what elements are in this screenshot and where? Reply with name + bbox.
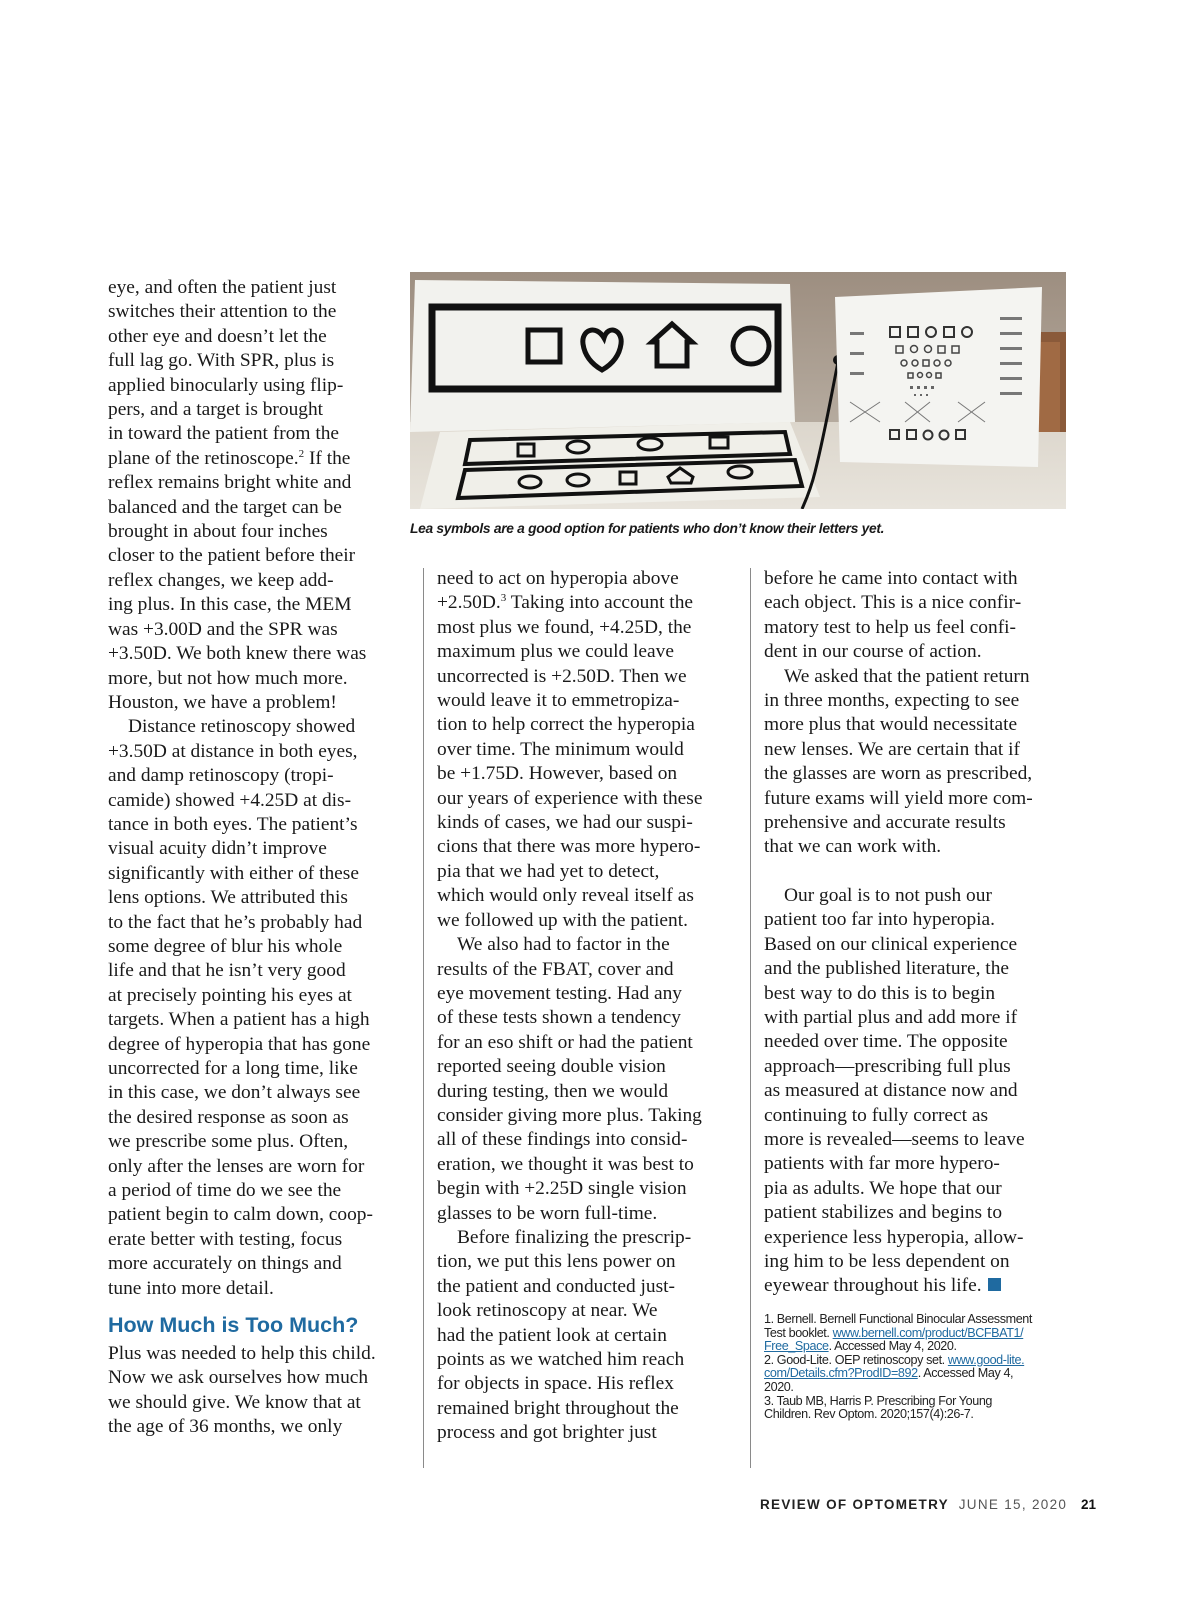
text-line: before he came into contact with — [764, 568, 1018, 589]
text-line: with partial plus and add more if — [764, 1006, 1018, 1028]
text-line: tance in both eyes. The patient’s — [108, 813, 358, 835]
reference-link[interactable]: com/Details.cfm?ProdID=892 — [764, 1366, 918, 1381]
text-line: we followed up with the patient. — [437, 909, 688, 931]
text-line: was +3.00D and the SPR was — [108, 618, 338, 640]
reference-2-cont: 2020. — [764, 1379, 794, 1394]
text-line: Plus was needed to help this child. — [108, 1343, 376, 1364]
reference-3: 3. Taub MB, Harris P. Prescribing For Young — [764, 1393, 993, 1408]
text-line: erate better with testing, focus — [108, 1228, 343, 1250]
text-line: balanced and the target can be — [108, 496, 342, 518]
text-line: in three months, expecting to see — [764, 690, 1020, 712]
text-line: consider giving more plus. Taking — [437, 1104, 702, 1126]
text-line: tion, we put this lens power on — [437, 1251, 676, 1273]
text-line: all of these findings into consid- — [437, 1129, 688, 1151]
text-line: our years of experience with these — [437, 787, 703, 809]
text-line: ing him to be less dependent on — [764, 1250, 1010, 1272]
text-line: remained bright throughout the — [437, 1397, 679, 1419]
section-subheading: How Much is Too Much? — [108, 1313, 359, 1337]
text-segment: . Accessed May 4, 2020. — [828, 1339, 957, 1354]
text-line: reflex changes, we keep add- — [108, 569, 334, 591]
text-line-with-ref — [437, 591, 737, 615]
text-line: patients with far more hypero- — [764, 1153, 1000, 1175]
text-line: pia as adults. We hope that our — [764, 1177, 1002, 1199]
reference-marker: 3 — [500, 592, 507, 605]
text-segment: plane of the retinoscope. — [108, 447, 299, 469]
text-line: visual acuity didn’t improve — [108, 838, 327, 860]
text-line: life and that he isn’t very good — [108, 960, 346, 982]
text-line: other eye and doesn’t let the — [108, 325, 327, 347]
text-line: reported seeing double vision — [437, 1056, 666, 1078]
text-line: cions that there was more hypero- — [437, 836, 701, 858]
text-segment: 2. Good-Lite. OEP retinoscopy set. — [764, 1352, 948, 1367]
text-line: need to act on hyperopia above — [437, 568, 679, 589]
text-segment: +2.50D. — [437, 592, 501, 614]
text-line: for an eso shift or had the patient — [437, 1031, 693, 1053]
text-line: some degree of blur his whole — [108, 935, 343, 957]
text-line: look retinoscopy at near. We — [437, 1300, 658, 1322]
text-line: uncorrected is +2.50D. Then we — [437, 665, 687, 687]
text-line: over time. The minimum would — [437, 738, 684, 760]
text-line: maximum plus we could leave — [437, 641, 674, 663]
text-line: eye movement testing. Had any — [437, 982, 683, 1004]
column-divider — [423, 568, 424, 1468]
text-line: more plus that would necessitate — [764, 714, 1018, 736]
end-of-article-mark — [988, 1278, 1001, 1291]
text-segment: eyewear throughout his life. — [764, 1275, 982, 1297]
text-line: closer to the patient before their — [108, 545, 356, 567]
text-line: had the patient look at certain — [437, 1324, 667, 1346]
text-line: begin with +2.25D single vision — [437, 1178, 687, 1200]
text-line: switches their attention to the — [108, 301, 337, 323]
column-1-text — [108, 276, 408, 1301]
text-line: in toward the patient from the — [108, 423, 340, 445]
text-line: Based on our clinical experience — [764, 933, 1018, 955]
text-line: tune into more detail. — [108, 1277, 274, 1299]
text-line: We asked that the patient return — [784, 665, 1030, 687]
text-line: the age of 36 months, we only — [108, 1416, 343, 1438]
text-line: a period of time do we see the — [108, 1180, 342, 1202]
text-line: and the published literature, the — [764, 958, 1009, 980]
text-line: new lenses. We are certain that if — [764, 738, 1020, 760]
column-2-text — [437, 567, 737, 1446]
reference-1: 1. Bernell. Bernell Functional Binocular Assessment — [764, 1312, 1033, 1326]
text-line: eye, and often the patient just — [108, 277, 337, 298]
text-line: only after the lenses are worn for — [108, 1155, 365, 1177]
text-line: results of the FBAT, cover and — [437, 958, 674, 980]
text-segment: Test booklet. — [764, 1325, 833, 1340]
text-line: approach—prescribing full plus — [764, 1055, 1011, 1077]
text-line: patient begin to calm down, coop- — [108, 1204, 373, 1226]
text-line: camide) showed +4.25D at dis- — [108, 789, 352, 811]
issue-date: JUNE 15, 2020 — [958, 1497, 1068, 1512]
text-line: process and got brighter just — [437, 1422, 657, 1444]
text-line: which would only reveal itself as — [437, 885, 694, 907]
text-line: patient too far into hyperopia. — [764, 909, 996, 931]
references — [764, 1313, 1064, 1422]
text-line: more, but not how much more. — [108, 667, 348, 689]
text-line: tion to help correct the hyperopia — [437, 714, 695, 736]
text-line: Now we ask ourselves how much — [108, 1367, 369, 1389]
text-line: full lag go. With SPR, plus is — [108, 350, 335, 372]
text-line: glasses to be worn full-time. — [437, 1202, 658, 1224]
figure-caption: Lea symbols are a good option for patients who don’t know their letters yet. — [410, 521, 885, 536]
page-number: 21 — [1080, 1497, 1096, 1512]
text-line: points as we watched him reach — [437, 1349, 685, 1370]
text-line: uncorrected for a long time, like — [108, 1058, 358, 1079]
text-line: we prescribe some plus. Often, — [108, 1131, 349, 1153]
text-line: matory test to help us feel confi- — [764, 616, 1017, 638]
reference-marker: 2 — [298, 447, 305, 460]
page-footer — [760, 1497, 1096, 1512]
reference-link[interactable]: Free_Space — [764, 1339, 829, 1354]
text-line: most plus we found, +4.25D, the — [437, 616, 692, 638]
text-line: pers, and a target is brought — [108, 399, 324, 421]
text-line: applied binocularly using flip- — [108, 374, 344, 396]
text-line: and damp retinoscopy (tropi- — [108, 765, 334, 787]
text-line: lens options. We attributed this — [108, 887, 348, 909]
text-line: in this case, we don’t always see — [108, 1082, 361, 1104]
text-line: kinds of cases, we had our suspi- — [437, 812, 693, 834]
reference-2 — [764, 1354, 1064, 1368]
reference-3-cont: Children. Rev Optom. 2020;157(4):26-7. — [764, 1407, 974, 1422]
lea-symbols-photo — [410, 272, 1066, 509]
text-line: continuing to fully correct as — [764, 1104, 989, 1126]
text-line: the patient and conducted just- — [437, 1275, 675, 1297]
reference-link[interactable]: www.good-lite. — [947, 1352, 1025, 1367]
text-line: of these tests shown a tendency — [437, 1007, 681, 1029]
text-line: +3.50D. We both knew there was — [108, 643, 367, 665]
reference-2-cont — [764, 1367, 1064, 1381]
text-segment: Taking into account the — [506, 592, 693, 614]
text-line: future exams will yield more com- — [764, 787, 1033, 809]
text-line: be +1.75D. However, based on — [437, 763, 678, 785]
text-line: as measured at distance now and — [764, 1080, 1018, 1102]
text-line: eration, we thought it was best to — [437, 1153, 694, 1175]
text-line: Houston, we have a problem! — [108, 691, 337, 713]
column-3-text — [764, 567, 1069, 1299]
reference-link[interactable]: www.bernell.com/product/BCFBAT1/ — [832, 1325, 1024, 1340]
text-line: needed over time. The opposite — [764, 1031, 1008, 1053]
text-line: best way to do this is to begin — [764, 982, 996, 1004]
text-line: the glasses are worn as prescribed, — [764, 763, 1033, 785]
text-line: to the fact that he’s probably had — [108, 911, 363, 933]
column-divider — [750, 568, 751, 1468]
text-line: that we can work with. — [764, 836, 942, 858]
text-segment: . Accessed May 4, — [917, 1366, 1014, 1381]
text-line: at precisely pointing his eyes at — [108, 984, 352, 1006]
text-line: each object. This is a nice confir- — [764, 592, 1022, 614]
reference-1-cont — [764, 1327, 1064, 1341]
text-line: ing plus. In this case, the MEM — [108, 594, 352, 616]
paragraph-gap — [764, 860, 1069, 884]
lea-symbols-illustration — [410, 272, 1066, 509]
text-line: for objects in space. His reflex — [437, 1373, 674, 1395]
magazine-name: REVIEW OF OPTOMETRY — [760, 1497, 949, 1512]
text-line: pia that we had yet to detect, — [437, 860, 660, 882]
text-line: more accurately on things and — [108, 1253, 342, 1275]
text-line: brought in about four inches — [108, 521, 328, 543]
text-line: Distance retinoscopy showed — [128, 716, 356, 738]
text-line: patient stabilizes and begins to — [764, 1202, 1003, 1224]
column-1-after-subhead — [108, 1342, 418, 1440]
reference-1-cont — [764, 1340, 1064, 1354]
text-line: Before finalizing the prescrip- — [457, 1226, 692, 1248]
text-line: targets. When a patient has a high — [108, 1009, 370, 1031]
text-line-with-ref — [108, 447, 408, 471]
text-line: Our goal is to not push our — [784, 884, 992, 906]
text-line: We also had to factor in the — [457, 934, 670, 956]
text-line: reflex remains bright white and — [108, 472, 352, 494]
text-line: during testing, then we would — [437, 1080, 669, 1102]
text-line: we should give. We know that at — [108, 1391, 361, 1413]
text-line: more is revealed—seems to leave — [764, 1128, 1025, 1150]
text-line-end — [764, 1274, 1069, 1298]
text-line: +3.50D at distance in both eyes, — [108, 740, 358, 762]
text-line: degree of hyperopia that has gone — [108, 1033, 371, 1055]
text-line: would leave it to emmetropiza- — [437, 690, 680, 712]
text-line: prehensive and accurate results — [764, 812, 1006, 834]
text-line: significantly with either of these — [108, 862, 359, 884]
text-segment: If the — [304, 447, 351, 469]
text-line: the desired response as soon as — [108, 1106, 349, 1128]
text-line: dent in our course of action. — [764, 641, 982, 663]
text-line: experience less hyperopia, allow- — [764, 1226, 1024, 1248]
